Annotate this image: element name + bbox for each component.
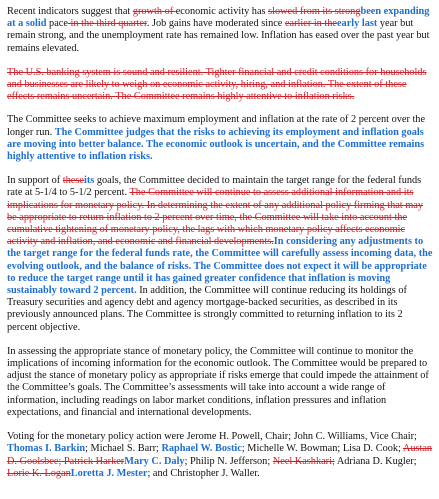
paragraph-policy-stance — [7, 346, 433, 419]
inserted-text: Raphael W. Bostic — [161, 443, 242, 455]
text: year but remain strong, and the unemployment rate has remained low. Inflation has eased over the past year but remains elevated. — [7, 18, 430, 54]
deleted-text: these — [62, 175, 84, 187]
deleted-text: Lorie K. Logan — [7, 467, 71, 479]
deleted-text: The Committee will continue to assess additional information and its implications for monetary policy. In determining the extent of any additional policy firming that may be appropriate to return inflation to 2 percent over time, the Committee will take into account the cumulative tightening of monetary policy, the lags with which monetary policy affects economic activity and inflation, and economic and financial developments. — [7, 187, 423, 248]
text: In addition, the Committee will continue reducing its holdings of Treasury securities and agency debt and agency mortgage-backed securities, as described in its previously announced plans. The Committee is strongly committed to returning inflation to its 2 percent objective. — [7, 285, 407, 333]
text: The Committee seeks to achieve maximum employment and inflation at the rate of 2 percent over the longer run. — [7, 114, 426, 138]
text: ; Philip N. Jefferson; — [184, 455, 273, 467]
inserted-text: its — [83, 175, 95, 187]
deleted-text: Austan D. Goolsbee; Patrick Harker — [7, 443, 433, 467]
text: In support of — [7, 175, 63, 187]
inserted-text: The Committee judges that the risks to achieving its employment and inflation goals are moving into better balance. The economic outlook is uncertain, and the Committee remains highly attentive to inflation risks. — [7, 126, 425, 163]
text: In assessing the appropriate stance of monetary policy, the Committee will continue to monitor the implications of incoming information for the economic outlook. The Committee would be prepared to adjust the stance of monetary policy as appropriate if risks emerge that could impede the attainment of the Committee’s goals. The Committee’s assessments will take into account a wide range of information, including readings on labor market conditions, inflation pressures and inflation expectations, and financial and international developments. — [7, 345, 429, 418]
text: ; Michael S. Barr; — [85, 443, 162, 455]
paragraph-voting — [7, 431, 433, 480]
text: ; and Christopher J. Waller. — [147, 467, 260, 479]
inserted-text: Mary C. Daly — [124, 455, 185, 467]
inserted-text: Loretta J. Mester — [70, 467, 148, 479]
deleted-text: in the third quarter — [67, 18, 147, 30]
paragraph-economic-activity — [7, 6, 433, 55]
inserted-text: Thomas I. Barkin — [7, 443, 86, 455]
text: ; Michelle W. Bowman; Lisa D. Cook; — [241, 443, 403, 455]
deleted-text: slowed from its strong — [268, 6, 361, 17]
text: goals, the Committee decided to maintain the target range for the federal funds rate at 5-1/4 to 5-1/2 percent. — [7, 175, 422, 199]
inserted-text: been expanding at a solid — [7, 6, 430, 30]
text: Recent indicators suggest that — [7, 6, 133, 17]
paragraph-banking-system-deleted — [7, 67, 433, 104]
paragraph-policy-decision — [7, 175, 433, 334]
text: pace — [46, 18, 68, 30]
deleted-text: The U.S. banking system is sound and resilient. Tighter financial and credit conditions for households and businesses are likely to weigh on economic activity, hiring, and inflation. The extent of these effects remains uncertain. The Committee remains highly attentive to inflation risks. — [7, 66, 427, 103]
paragraph-committee-goals — [7, 114, 433, 163]
deleted-text: earlier in the — [284, 18, 337, 30]
deleted-text: growth of — [132, 6, 176, 17]
inserted-text: In considering any adjustments to the target range for the federal funds rate, the Committee will carefully assess incoming data, the evolving outlook, and the balance of risks. The Committee does not expect it will be appropriate to reduce the target range until it has gained greater confidence that inflation is moving sustainably toward 2 percent. — [7, 236, 433, 297]
inserted-text: early last — [336, 18, 378, 30]
text: economic activity has — [175, 6, 269, 17]
deleted-text: Neel Kashkari; — [272, 455, 335, 467]
text: . Job gains have moderated since — [146, 18, 285, 30]
text: Voting for the monetary policy action were Jerome H. Powell, Chair; John C. Williams, Vice Chair; — [7, 431, 417, 443]
text: Adriana D. Kugler; — [334, 455, 417, 467]
